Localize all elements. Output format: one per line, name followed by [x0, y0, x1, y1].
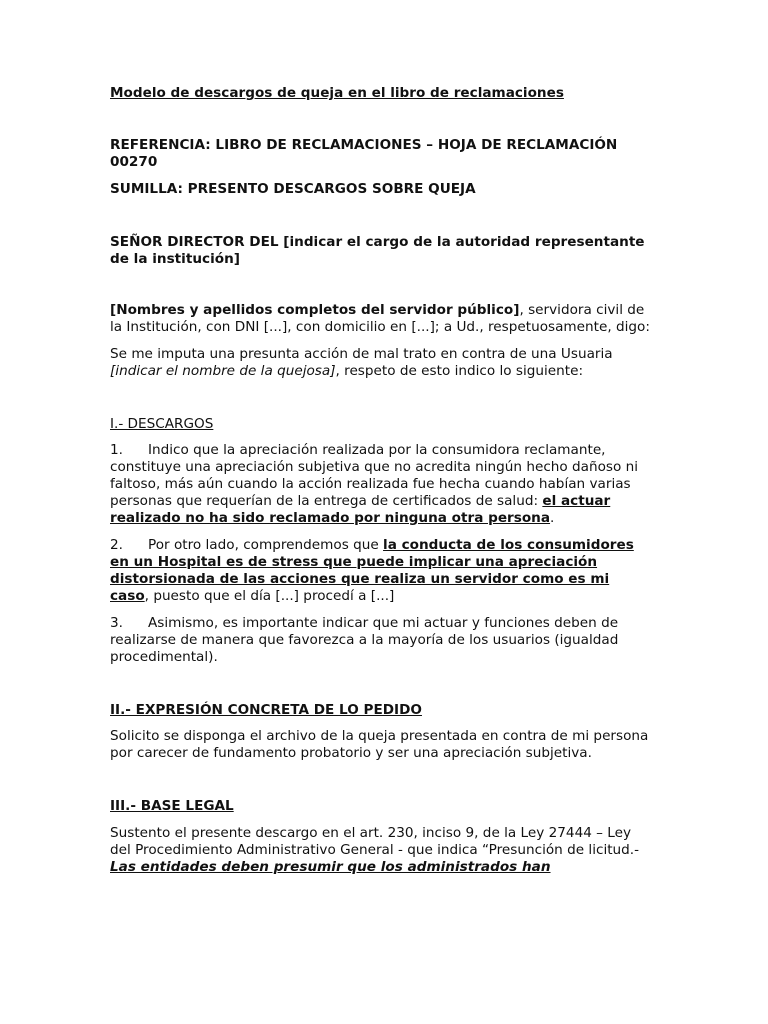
document-page: [110, 85, 650, 876]
base-legal-paragraph: [110, 825, 650, 876]
pedido-paragraph: Solicito se disponga el archivo de la queja presentada en contra de mi persona por carecer de fundamento probatorio y ser una apreciación subjetiva.: [110, 728, 649, 761]
item-number: 1.: [110, 442, 123, 458]
descargo-item-2: [110, 537, 650, 605]
item-end: , puesto que el día [...] procedí a [...]: [144, 588, 395, 604]
descargo-item-1: [110, 442, 650, 527]
author-name-placeholder: [Nombres y apellidos completos del servidor público]: [110, 302, 520, 318]
imputation-paragraph: [110, 346, 650, 380]
referencia-line: REFERENCIA: LIBRO DE RECLAMACIONES – HOJA DE RECLAMACIÓN 00270: [110, 137, 618, 170]
base-legal-emphasis: Las entidades deben presumir que los administrados han: [110, 859, 551, 875]
section-heading-base-legal: III.- BASE LEGAL: [110, 798, 234, 814]
descargo-item-3: [110, 615, 650, 666]
base-legal-text: Sustento el presente descargo en el art. 230, inciso 9, de la Ley 27444 – Ley del Procedimiento Administrativo General - que indica “Presunción de licitud.-: [110, 825, 640, 858]
section-heading-descargos: I.- DESCARGOS: [110, 416, 214, 432]
intro-paragraph: [110, 302, 650, 336]
section-heading-pedido: II.- EXPRESIÓN CONCRETA DE LO PEDIDO: [110, 702, 422, 718]
item-end: .: [550, 510, 555, 526]
item-text: Asimismo, es importante indicar que mi actuar y funciones deben de realizarse de manera que favorezca a la mayoría de los usuarios (igualdad procedimental).: [110, 615, 619, 665]
complainant-placeholder: [indicar el nombre de la quejosa]: [110, 363, 336, 379]
item-emphasis: el actuar realizado no ha sido reclamado por ninguna otra persona: [110, 493, 611, 526]
item-text: Por otro lado, comprendemos que: [148, 537, 384, 553]
item-text: Indico que la apreciación realizada por la consumidora reclamante, constituye una apreciación subjetiva que no acredita ningún hecho dañoso ni faltoso, más aún cuando la acción realizada fue hecha cuando habían varias personas que requerían de la entrega de certificados de salud:: [110, 442, 639, 509]
sumilla-line: SUMILLA: PRESENTO DESCARGOS SOBRE QUEJA: [110, 181, 476, 197]
addressee-line: SEÑOR DIRECTOR DEL [indicar el cargo de la autoridad representante de la institución]: [110, 234, 645, 267]
item-number: 3.: [110, 615, 123, 631]
item-number: 2.: [110, 537, 123, 553]
item-emphasis: la conducta de los consumidores en un Hospital es de stress que puede implicar una apreciación distorsionada de las acciones que realiza un servidor como es mi caso: [110, 537, 634, 604]
imputation-text-end: , respeto de esto indico lo siguiente:: [335, 363, 584, 379]
intro-text: , servidora civil de la Institución, con DNI [...], con domicilio en [...]; a Ud., respetuosamente, digo:: [110, 302, 650, 335]
imputation-text: Se me imputa una presunta acción de mal trato en contra de una Usuaria: [110, 346, 613, 362]
document-title: Modelo de descargos de queja en el libro de reclamaciones: [110, 85, 564, 101]
